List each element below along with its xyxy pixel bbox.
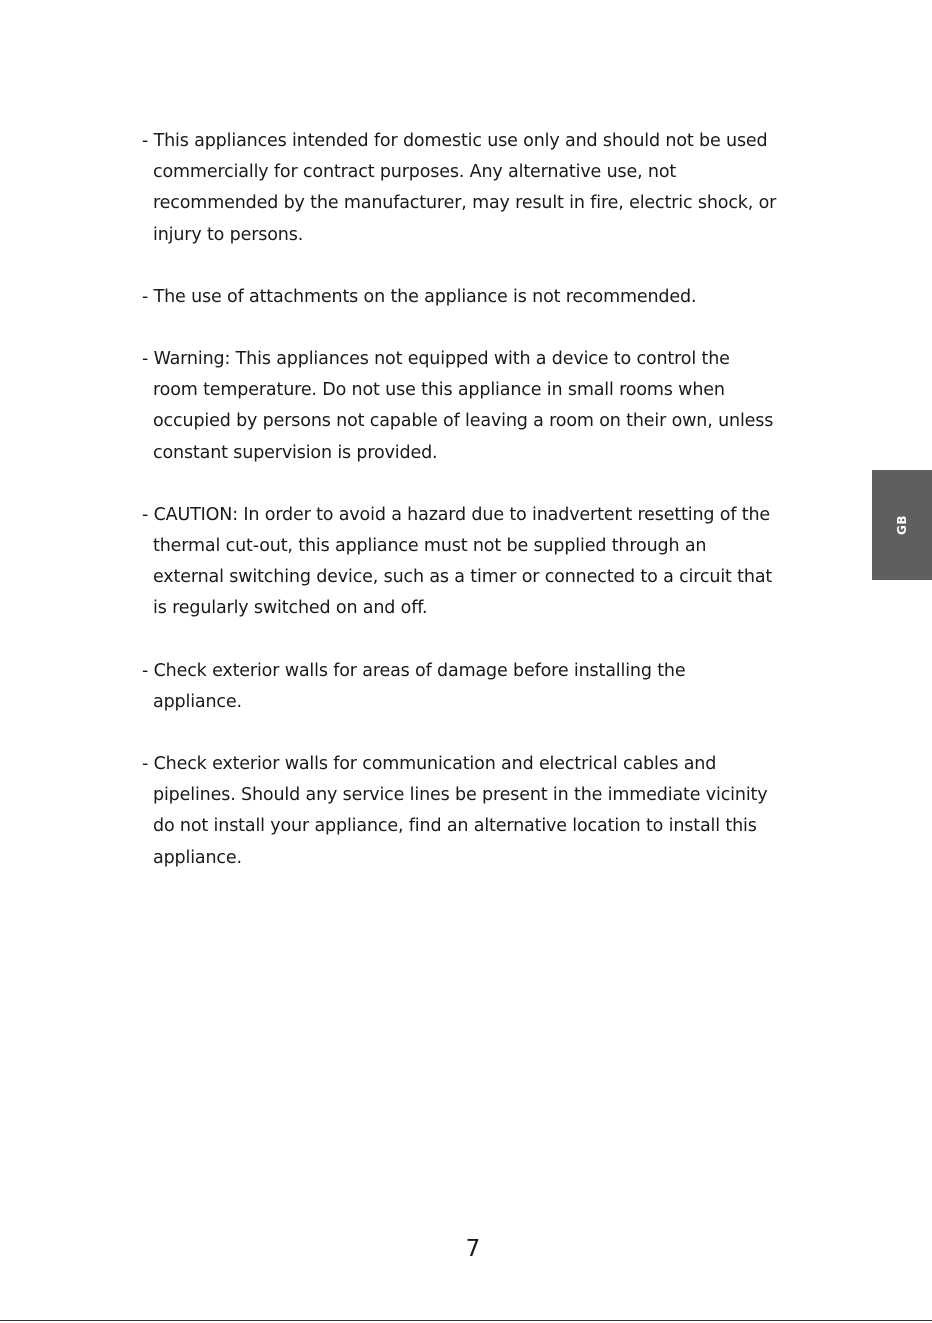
language-tab [872,470,932,580]
instruction-line: is regularly switched on and off. [153,598,428,619]
instruction-line: - Warning: This appliances not equipped with a device to control the [142,349,730,370]
instruction-line: - This appliances intended for domestic use only and should not be used [142,131,768,151]
instruction-line: - The use of attachments on the appliance is not recommended. [142,286,697,307]
instruction-item-attachments [142,282,802,313]
bottom-divider [0,1320,932,1321]
instruction-line: recommended by the manufacturer, may result in fire, electric shock, or [153,193,777,214]
instruction-line: pipelines. Should any service lines be present in the immediate vicinity [153,785,768,806]
instruction-item-cables [142,749,802,874]
instruction-line: appliance. [153,691,242,712]
instruction-line: constant supervision is provided. [153,442,438,463]
instruction-line: occupied by persons not capable of leaving a room on their own, unless [153,411,774,432]
instruction-item-domestic-use [142,126,802,251]
instruction-item-wall-damage [142,656,802,718]
page-number: 7 [465,1236,481,1262]
instruction-line: do not install your appliance, find an alternative location to install this [153,816,757,837]
instruction-line: appliance. [153,847,242,868]
instruction-line: external switching device, such as a timer or connected to a circuit that [153,567,773,588]
instruction-line: thermal cut-out, this appliance must not be supplied through an [153,536,707,557]
instruction-item-caution [142,500,802,625]
instruction-line: - Check exterior walls for communication and electrical cables and [142,754,717,775]
instruction-line: commercially for contract purposes. Any alternative use, not [153,162,677,183]
instruction-item-warning [142,344,802,469]
safety-instructions [142,126,802,905]
instruction-line: room temperature. Do not use this appliance in small rooms when [153,380,725,401]
language-tab-label: GB [895,515,909,535]
instruction-line: - Check exterior walls for areas of damage before installing the [142,660,686,681]
instruction-line: - CAUTION: In order to avoid a hazard due to inadvertent resetting of the [142,504,771,525]
instruction-line: injury to persons. [153,224,304,245]
